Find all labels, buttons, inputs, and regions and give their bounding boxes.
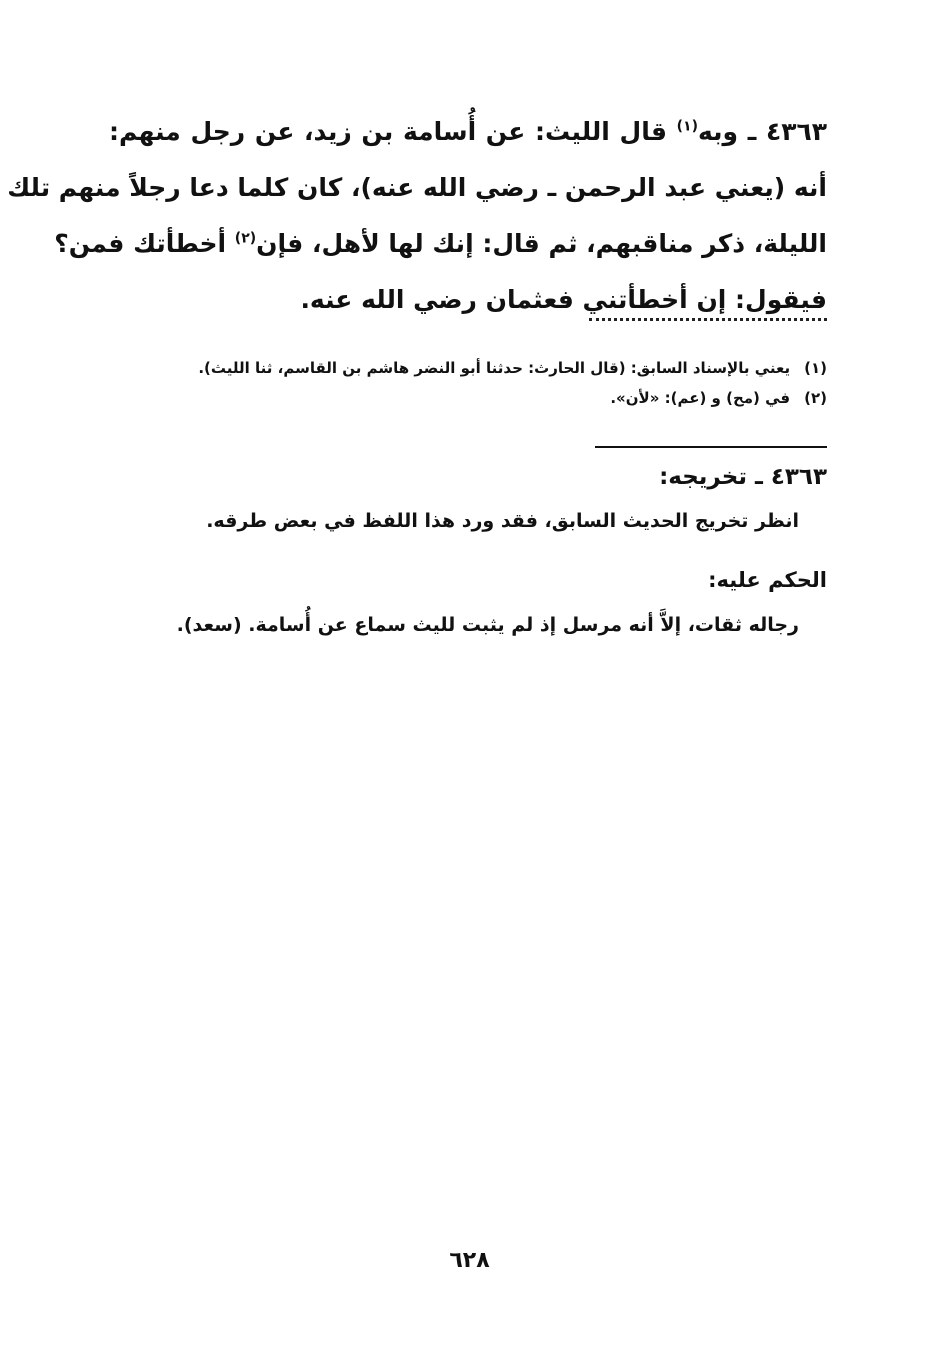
footnotes: [109, 353, 827, 413]
hadith-line-3-part2: أخطأتك فمن؟: [54, 229, 227, 258]
hadith-line-2: أنه (يعني عبد الرحمن ـ رضي الله عنه)، كان كلما دعا رجلاً منهم تلك: [7, 173, 827, 202]
hadith-line-1: [109, 104, 827, 160]
hukm-heading: الحكم عليه:: [708, 568, 827, 592]
footnote-marker: (١): [804, 359, 827, 377]
footnote-text: في (مح) و (عم): «لأن».: [610, 389, 791, 407]
hadith-line-1-rest: قال الليث: عن أُسامة بن زيد، عن رجل منهم:: [109, 117, 667, 146]
hadith-intro: ـ وبه: [697, 117, 757, 146]
footnote-separator: [589, 318, 827, 321]
takhrij-body: انظر تخريج الحديث السابق، فقد ورد هذا اللفظ في بعض طرقه.: [206, 510, 799, 532]
hadith-number: ٤٣٦٣: [765, 117, 827, 146]
footnote-text: يعني بالإسناد السابق: (قال الحارث: حدثنا أبو النضر هاشم بن القاسم، ثنا الليث).: [198, 359, 791, 377]
hukm-body: رجاله ثقات، إلاَّ أنه مرسل إذ لم يثبت لليث سماع عن أُسامة. (سعد).: [176, 614, 799, 636]
footnote-2: [109, 383, 827, 413]
footnote-1: [109, 353, 827, 383]
footnote-ref-2[interactable]: (٢): [234, 230, 257, 247]
hadith-line-3: [54, 216, 827, 272]
section-separator: [595, 446, 827, 448]
hadith-line-4: فيقول: إن أخطأتني فعثمان رضي الله عنه.: [300, 285, 827, 314]
footnote-marker: (٢): [804, 389, 827, 407]
page-number: ٦٢٨: [449, 1248, 490, 1273]
footnote-ref-1[interactable]: (١): [676, 118, 698, 135]
hadith-text: [7, 104, 827, 328]
takhrij-heading: ٤٣٦٣ ـ تخريجه:: [659, 464, 827, 490]
hadith-line-3-part1: الليلة، ذكر مناقبهم، ثم قال: إنك لها لأهل، فإن: [256, 229, 827, 258]
